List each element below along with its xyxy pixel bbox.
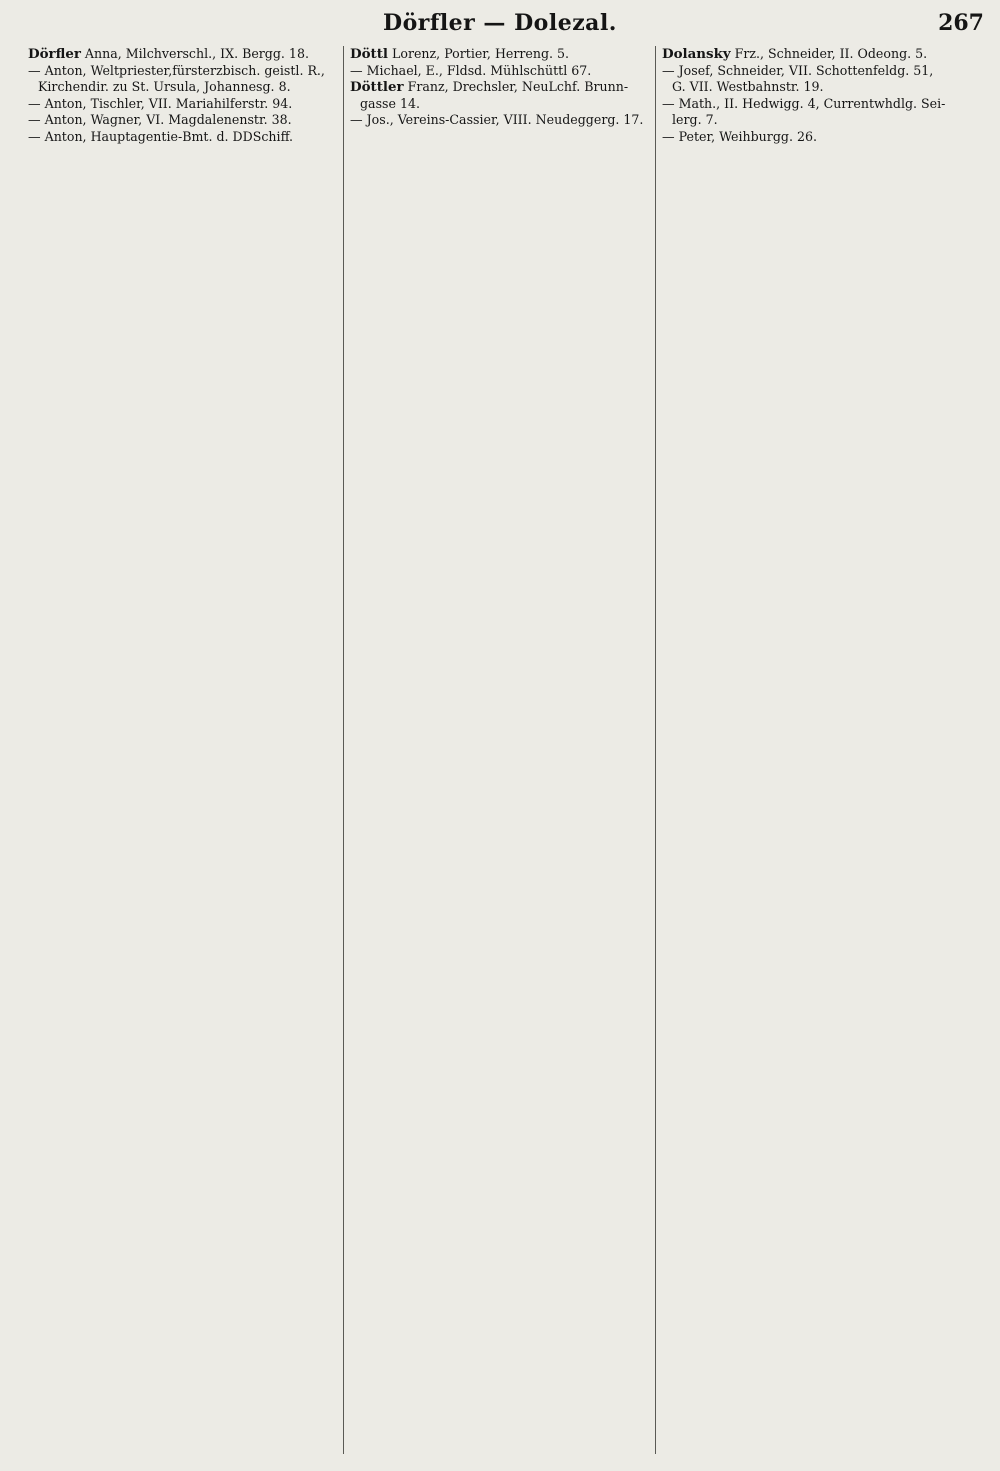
entry-text: Anna, Milchverschl., IX. Bergg. 18. (80, 46, 309, 61)
directory-entry (28, 63, 337, 80)
page-header (0, 8, 1000, 44)
entry-text: lerg. 7. (672, 112, 718, 128)
entry-text: — Anton, Hauptagentie-Bmt. d. DDSchiff. (28, 128, 294, 144)
entry-surname: Döttl (350, 46, 389, 62)
directory-entry (28, 129, 337, 146)
directory-entry (350, 96, 649, 113)
page-title: Dörfler — Dolezal. (383, 10, 617, 36)
directory-entry (28, 112, 337, 129)
page-number: 267 (938, 10, 984, 36)
entry-text: Kirchendir. zu St. Ursula, Johannesg. 8. (38, 79, 291, 95)
entry-text: gasse 14. (360, 95, 420, 111)
directory-entry (350, 112, 649, 129)
directory-entry (662, 79, 978, 96)
directory-entry (350, 46, 649, 63)
entry-surname: Dörfler (28, 46, 81, 62)
directory-entry (28, 79, 337, 96)
directory-entry (662, 63, 978, 80)
entry-text: — Anton, Weltpriester,fürsterzbisch. geistl. R., (28, 62, 325, 78)
entry-surname: Dolansky (662, 46, 731, 62)
directory-entry (28, 46, 337, 63)
entry-text: G. VII. Westbahnstr. 19. (672, 79, 824, 95)
directory-entry (662, 46, 978, 63)
entry-surname: Döttler (350, 79, 404, 96)
entry-text: — Math., II. Hedwigg. 4, Currentwhdlg. Sei- (662, 95, 946, 111)
entry-text: — Anton, Wagner, VI. Magdalenenstr. 38. (28, 112, 292, 128)
directory-entry (662, 129, 978, 146)
directory-entry (662, 112, 978, 129)
entry-text: — Jos., Vereins-Cassier, VIII. Neudeggerg. 17. (350, 112, 644, 128)
directory-columns (22, 46, 984, 1454)
entry-text: — Peter, Weihburgg. 26. (662, 128, 817, 144)
entry-text: — Josef, Schneider, VII. Schottenfeldg. 51, (662, 62, 934, 78)
directory-column-2 (344, 46, 656, 1454)
directory-entry (662, 96, 978, 113)
entry-text: — Anton, Tischler, VII. Mariahilferstr. 94. (28, 95, 293, 111)
entry-text: — Michael, E., Fldsd. Mühlschüttl 67. (350, 62, 592, 78)
entry-text: Franz, Drechsler, NeuLchf. Brunn- (403, 79, 629, 95)
directory-entry (350, 63, 649, 80)
directory-column-3 (656, 46, 984, 1454)
entry-text: Lorenz, Portier, Herreng. 5. (388, 46, 570, 61)
directory-entry (28, 96, 337, 113)
entry-text: Frz., Schneider, II. Odeong. 5. (730, 46, 928, 61)
directory-entry (350, 79, 649, 96)
directory-column-1 (22, 46, 344, 1454)
